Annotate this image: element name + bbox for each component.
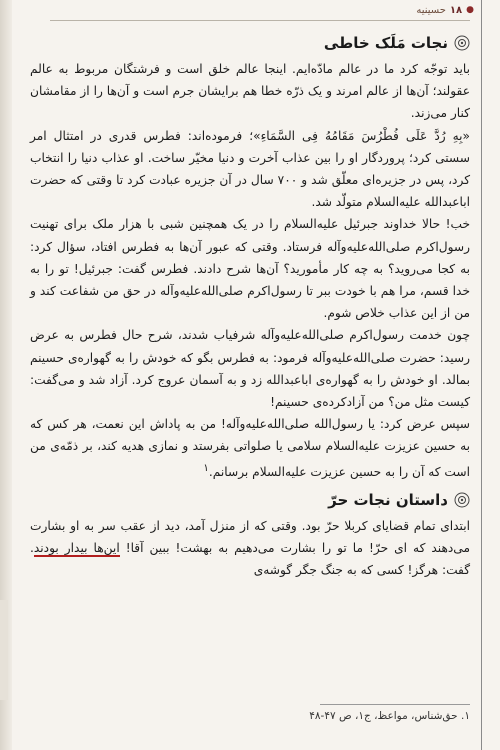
page-body [30,32,470,582]
paragraph-2: «بِهِ رُدَّ عَلَی فُطْرُسَ مَقَامُهُ فِی السَّمَاءِ»؛ فرموده‌اند: فطرس قدری در امتثال امر سستی کرد؛ پروردگار او را بین عذاب آخرت و دنیا مخیّر ساخت. او عذاب دنیا را انتخاب کرد، پس در جزیره‌ای معلّق شد و ۷۰۰ سال در آن جزیره عبادت کرد تا وقتی که حضرت اباعبدالله علیه‌السلام متولّد شد. [30,128,470,210]
paragraph-6-main: ابتدای تمام قضایای کربلا حرّ بود. وقتی که از منزل آمد، دید از عقب سر به او بشارت می‌دهند که ای حرّ! ما تو را بشارت می‌دهیم به بهشت! ببین آقا! [30,518,470,556]
paragraph-4: چون خدمت رسول‌اکرم صلی‌الله‌علیه‌وآله شرفیاب شدند، شرح حال فطرس به عرض رسید: حضرت صلی‌الله‌علیه‌وآله فرمود: به فطرس بگو که خودش را به گهواره‌ی حسینم بمالد. او خودش را به گهواره‌ی اباعبدالله زد و به آسمان عروج کرد. آزاد شد و می‌گفت: کیست مثل من؟ من آزادکرده‌ی حسینم! [30,328,470,410]
footnote-marker: ۱ [203,462,209,474]
paragraph-5 [30,413,470,483]
margin-rule [481,0,482,750]
underlined-phrase: این‌ها بیدار بودند [33,541,120,556]
paragraph-5-text: سپس عرض کرد: یا رسول‌الله صلی‌الله‌علیه‌وآله! من به پاداش این نعمت، هر کس که به حسین عزیزت علیه‌السلام سلامی یا صلواتی بفرستد و نمازی هدیه کند، بر ذمّه‌ی من است که آن را به حسین عزیزت علیه‌السلام برسانم. [30,417,470,479]
rosette-icon [454,35,470,51]
section-title-1: نجات مَلَک خاطی [323,34,448,52]
section-heading-2 [30,491,470,509]
running-header [416,2,474,18]
paragraph-1: باید توجّه کرد ما در عالم مادّه‌ایم. اینجا عالم خلق است و فرشتگان مربوط به عالم عقولند؛ آن‌ها از عالم امرند و یک ذرّه خطا هم برایشان جرم است و آن‌ها را از مقامشان کنار می‌زند. [30,62,470,121]
section-heading-1 [30,34,470,52]
page-edge-tab [0,600,8,700]
rosette-icon [454,492,470,508]
footnote: ۱. حق‌شناس، مواعظ، ج۱، ص ۴۷-۴۸ [309,710,470,722]
footnote-rule [320,704,470,705]
paragraph-6 [30,515,470,582]
header-ornament-icon: ● [466,5,474,15]
paragraph-3: خب! حالا خداوند جبرئیل علیه‌السلام را در یک همچنین شبی با هزار ملک برای تهنیت رسول‌اکرم صلی‌الله‌علیه‌وآله فرستاد. وقتی که عبور آن‌ها به فطرس افتاد، سؤال کرد: به کجا می‌روید؟ به چه کار مأمورید؟ آن‌ها شرح دادند. فطرس گفت: جبرئیل! تو را به خدا قسم، مرا هم با خودت ببر تا رسول‌اکرم صلی‌الله‌علیه‌وآله در حق من شفاعت کند و من از این عذاب خلاص شوم. [30,217,470,321]
section-title-2: داستان نجات حرّ [328,490,448,509]
page-number: ۱۸ [449,4,463,16]
paragraph-6-end: . گفت: هرگز! کسی که به جنگ جگر گوشه‌ی [30,541,470,578]
running-title: حسینیه [416,4,446,16]
header-rule [50,20,470,21]
